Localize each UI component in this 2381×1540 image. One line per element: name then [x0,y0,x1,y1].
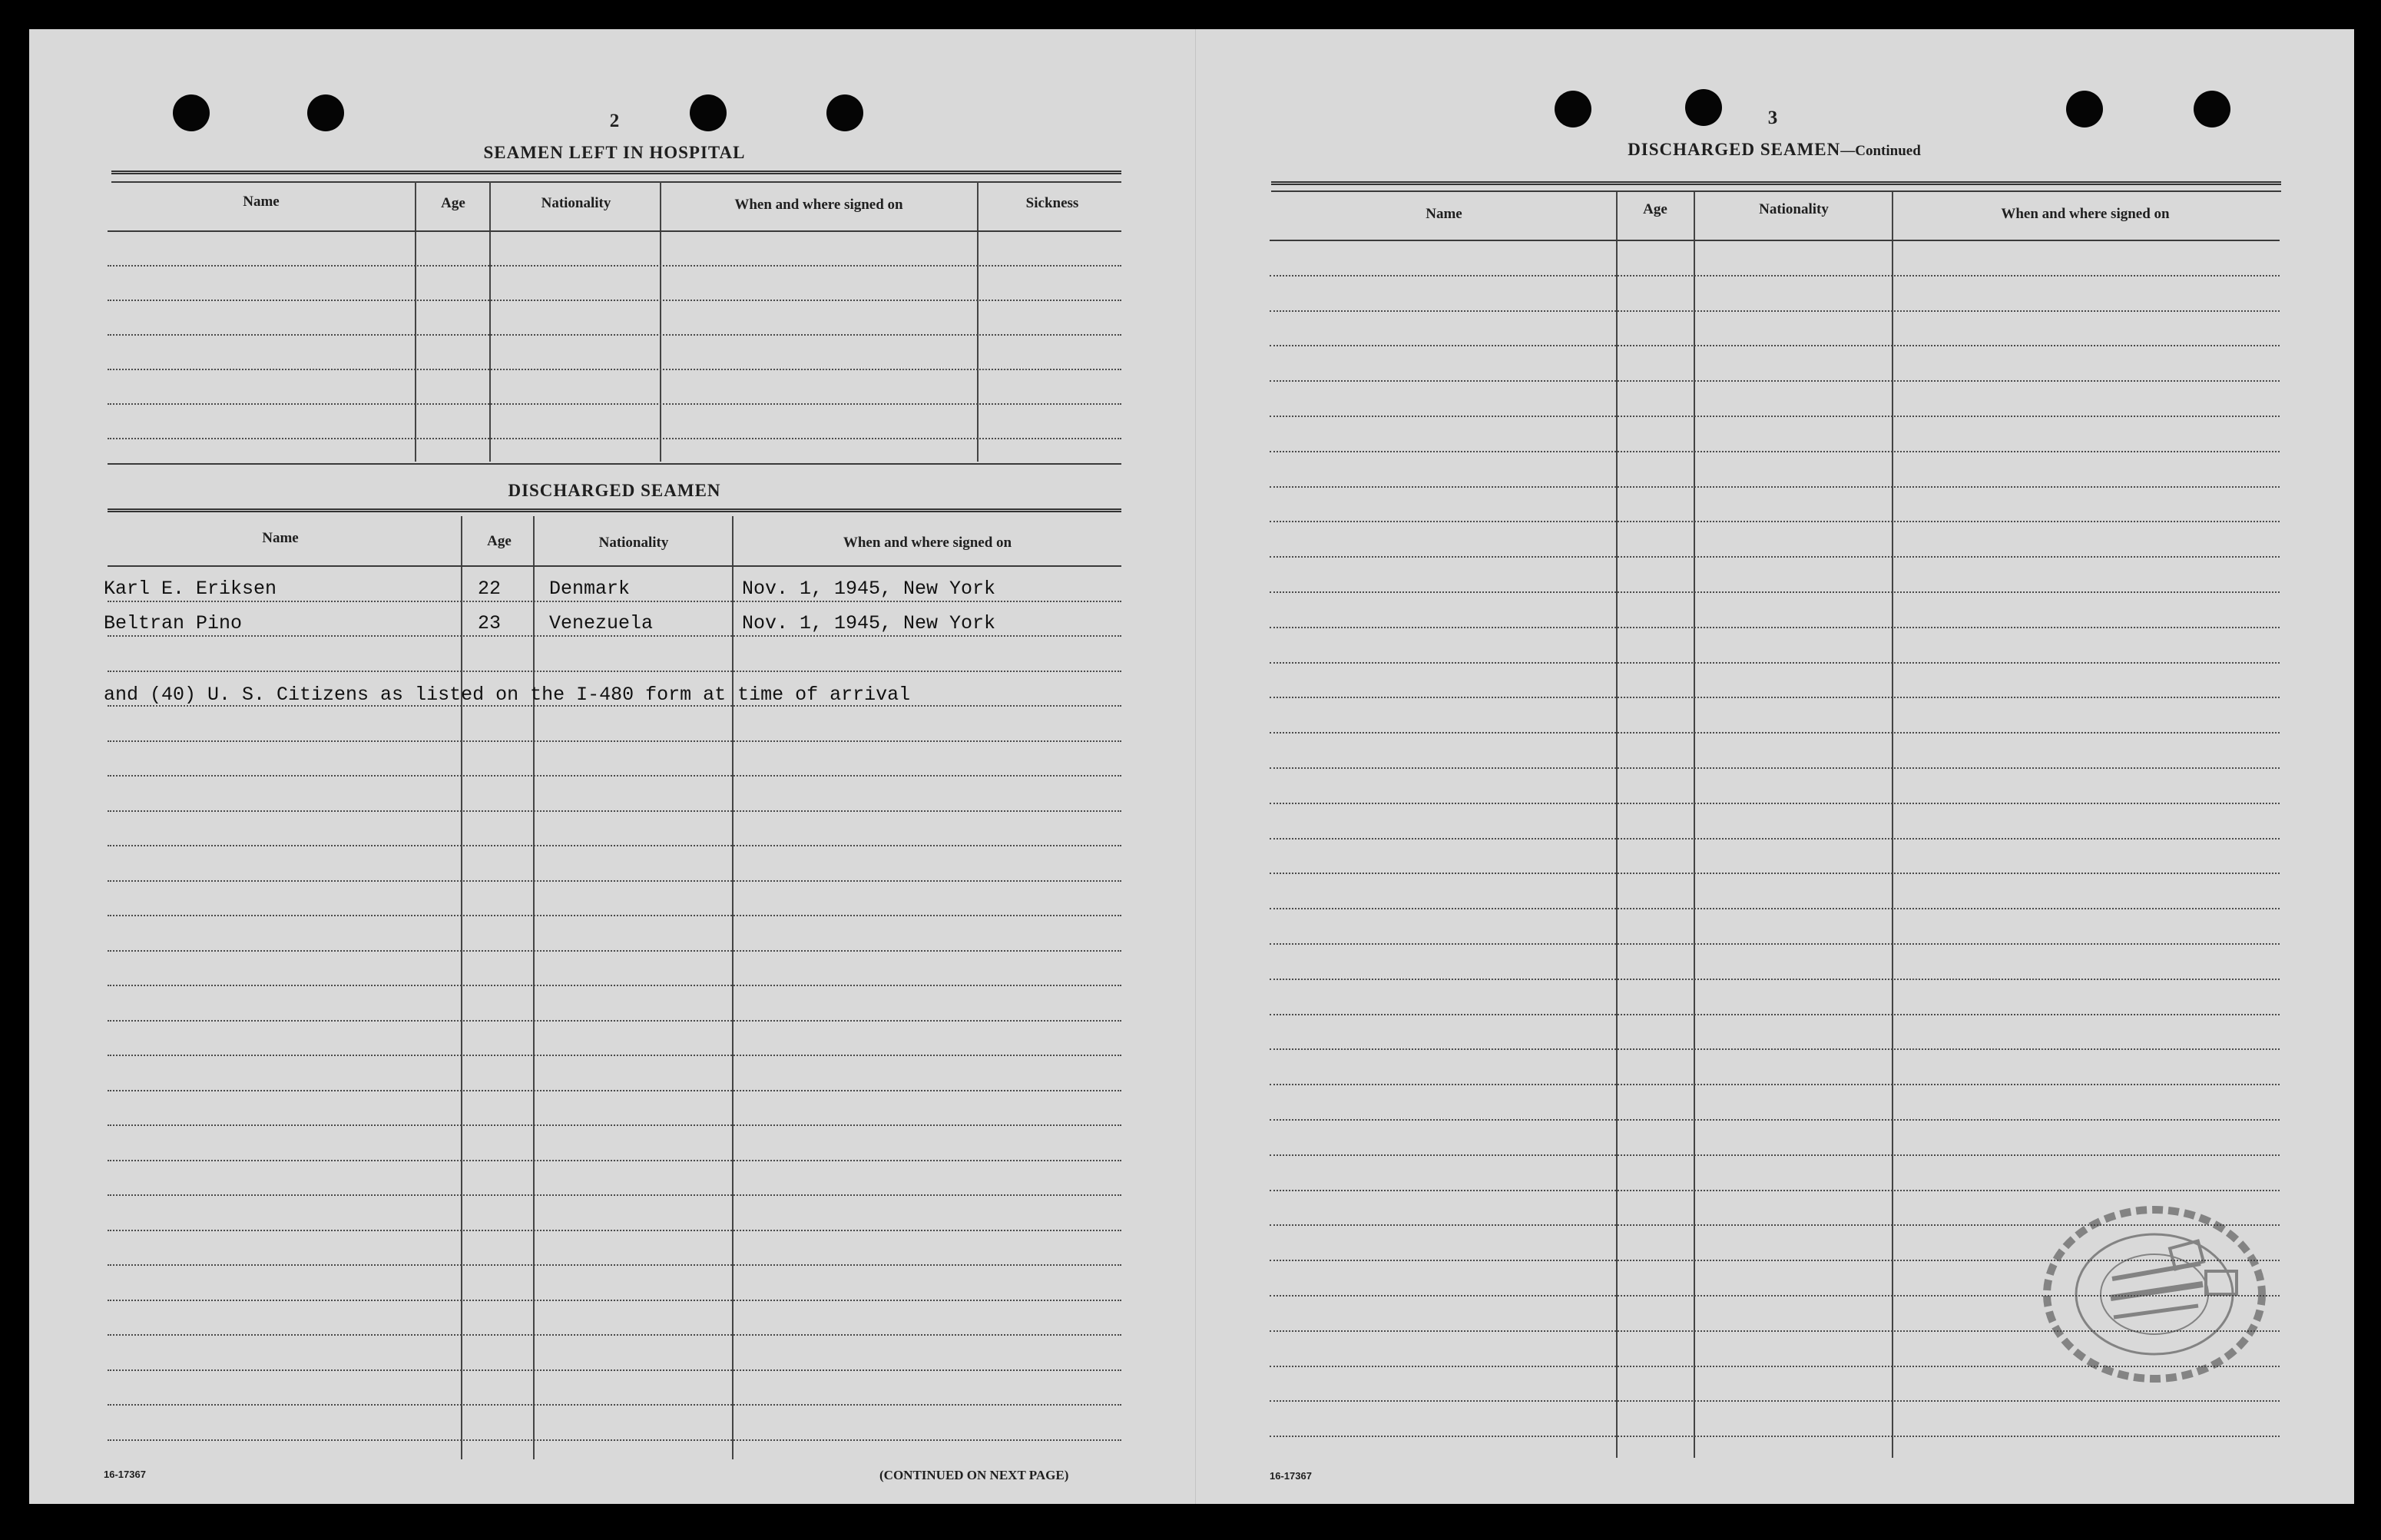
ruled-line [1270,310,2280,312]
section-rule [111,181,1121,183]
seaman-signed-on: Nov. 1, 1945, New York [742,578,996,600]
discharged-continued-title: DISCHARGED SEAMEN—Continued [1628,140,1921,159]
ruled-line [108,1404,1121,1406]
ruled-line [1270,1436,2280,1437]
section-rule [108,463,1121,465]
column-header-nationality: Nationality [598,535,669,551]
ruled-line [108,1300,1121,1301]
ruled-line [108,601,1121,602]
ruled-line [108,775,1121,777]
ruled-line [108,1334,1121,1336]
left-page [29,29,1195,1504]
column-divider [1892,192,1893,1458]
ruled-line [108,300,1121,301]
page-number: 3 [1767,108,1778,128]
ruled-line [108,1090,1121,1091]
immigration-stamp-icon [2028,1198,2273,1390]
ruled-line [1270,697,2280,698]
column-header-age: Age [441,195,465,211]
ruled-line [1270,1154,2280,1156]
column-header-age: Age [1643,201,1667,217]
ruled-line [108,1055,1121,1056]
ruled-line [108,845,1121,846]
ruled-line [1270,240,2280,241]
ruled-line [108,565,1121,567]
ruled-line [1270,380,2280,382]
ruled-line [108,369,1121,370]
ruled-line [108,635,1121,637]
ruled-line [108,1194,1121,1196]
citizens-note: and (40) U. S. Citizens as listed on the I-480 form at time of arrival [104,684,911,706]
column-divider [489,181,491,462]
column-header-sickness: Sickness [1025,195,1079,211]
ruled-line [108,1264,1121,1266]
seaman-name: Beltran Pino [104,612,243,634]
punch-hole-icon [173,94,210,131]
ruled-line [108,265,1121,267]
punch-hole-icon [1555,91,1591,128]
ruled-line [1270,662,2280,664]
ruled-line [108,403,1121,405]
punch-hole-icon [307,94,344,131]
seaman-name: Karl E. Eriksen [104,578,277,600]
ruled-line [1270,1014,2280,1015]
seaman-nationality: Venezuela [549,612,654,634]
column-header-signed-on: When and where signed on [734,197,903,213]
seaman-age: 22 [478,578,502,600]
ruled-line [1270,486,2280,488]
ruled-line [108,880,1121,882]
ruled-line [1270,1400,2280,1402]
continued-note: (CONTINUED ON NEXT PAGE) [879,1468,1069,1482]
section-rule [108,508,1121,512]
ruled-line [1270,591,2280,593]
ruled-line [108,1230,1121,1231]
ruled-line [1270,345,2280,346]
section-rule [1271,190,2281,192]
punch-hole-icon [690,94,727,131]
column-header-signed-on: When and where signed on [843,535,1012,551]
column-header-name: Name [1426,206,1462,222]
ruled-line [1270,873,2280,874]
seaman-signed-on: Nov. 1, 1945, New York [742,612,996,634]
ruled-line [1270,732,2280,734]
ruled-line [108,671,1121,672]
column-header-age: Age [487,533,512,549]
ruled-line [1270,627,2280,628]
punch-hole-icon [1685,89,1722,126]
ruled-line [108,915,1121,916]
ruled-line [108,1369,1121,1371]
ruled-line [108,1124,1121,1126]
column-divider [977,181,979,462]
ruled-line [1270,1190,2280,1191]
ruled-line [108,1160,1121,1161]
hospital-section-title: SEAMEN LEFT IN HOSPITAL [483,143,746,162]
ruled-line [1270,556,2280,558]
ruled-line [108,230,1121,232]
column-divider [1616,192,1618,1458]
section-rule [1271,181,2281,185]
column-header-nationality: Nationality [1759,201,1829,217]
seaman-age: 23 [478,612,502,634]
ruled-line [1270,767,2280,769]
ruled-line [108,985,1121,986]
ruled-line [1270,275,2280,277]
ruled-line [1270,838,2280,840]
punch-hole-icon [2066,91,2103,128]
ruled-line [1270,979,2280,980]
column-header-name: Name [243,194,280,210]
ruled-line [1270,521,2280,522]
form-number: 16-17367 [104,1469,146,1480]
column-divider [660,181,661,462]
ruled-line [1270,1084,2280,1085]
section-rule [111,171,1121,174]
column-header-signed-on: When and where signed on [2001,206,2170,222]
ruled-line [108,334,1121,336]
ruled-line [1270,943,2280,945]
ruled-line [108,1439,1121,1441]
column-divider [533,516,535,1459]
ruled-line [108,950,1121,952]
punch-hole-icon [2194,91,2230,128]
punch-hole-icon [826,94,863,131]
ruled-line [108,740,1121,742]
ruled-line [1270,416,2280,417]
ruled-line [108,810,1121,812]
column-divider [415,181,416,462]
column-divider [732,516,734,1459]
column-header-name: Name [262,530,299,546]
page-number: 2 [609,111,620,131]
ruled-line [108,1020,1121,1022]
column-header-nationality: Nationality [541,195,611,211]
seaman-nationality: Denmark [549,578,631,600]
discharged-section-title: DISCHARGED SEAMEN [508,481,721,500]
column-divider [1694,192,1695,1458]
ruled-line [1270,1119,2280,1121]
ruled-line [1270,803,2280,804]
ruled-line [1270,451,2280,452]
ruled-line [108,438,1121,439]
ruled-line [1270,908,2280,909]
ruled-line [1270,1048,2280,1050]
column-divider [461,516,462,1459]
form-number: 16-17367 [1270,1470,1312,1482]
